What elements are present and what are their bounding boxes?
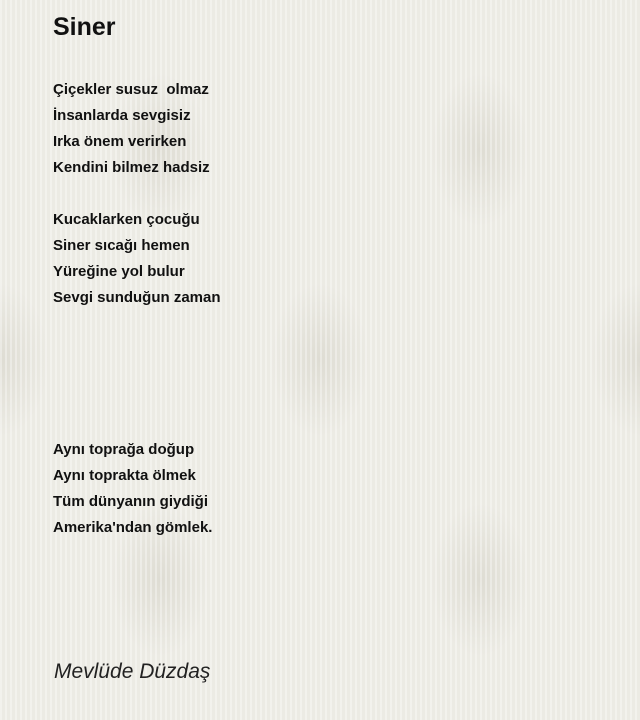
stanza-1 [53,77,210,181]
stanza-2 [53,207,221,311]
poem-line: Aynı toprağa doğup [53,441,195,458]
poem-line: Irka önem verirken [53,133,187,150]
poem-title: Siner [53,13,116,41]
poem-line: Yüreğine yol bulur [53,263,185,280]
poem-line: İnsanlarda sevgisiz [53,107,191,124]
poem-line: Sevgi sunduğun zaman [53,289,221,306]
poem-line: Aynı toprakta ölmek [53,467,196,484]
poet-name: Mevlüde Düzdaş [54,660,211,683]
poem-line: Çiçekler susuz olmaz [53,81,209,98]
poem-line: Amerika'ndan gömlek. [53,519,213,536]
poem-line: Kucaklarken çocuğu [53,211,200,228]
poem-line: Siner sıcağı hemen [53,237,190,254]
poem-line: Kendini bilmez hadsiz [53,159,210,176]
stanza-3 [53,437,212,541]
poem-line: Tüm dünyanın giydiği [53,493,208,510]
